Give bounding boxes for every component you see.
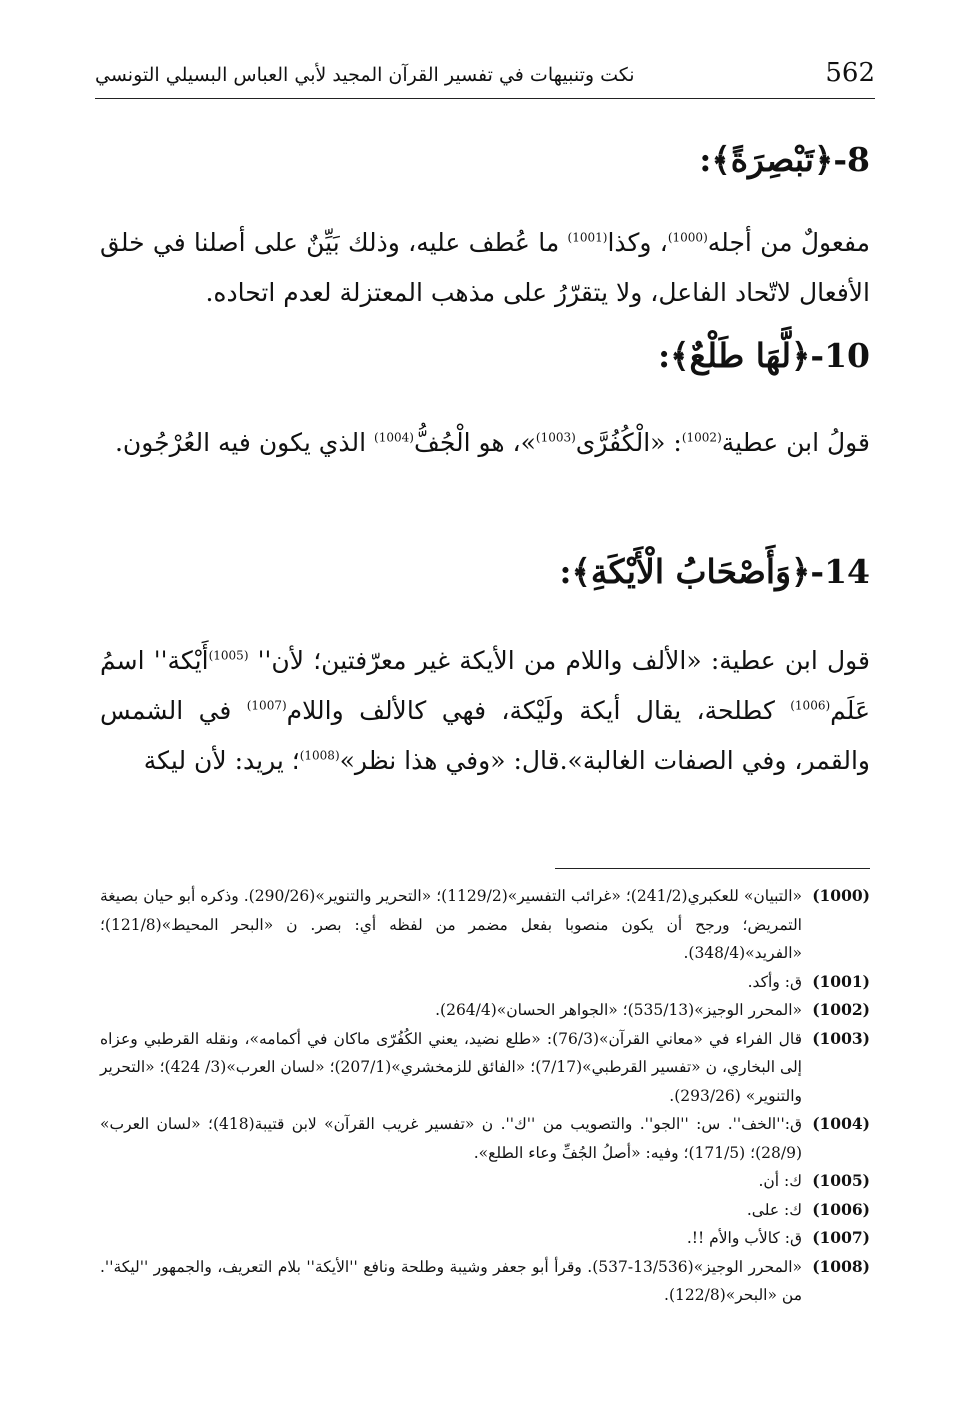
text-run: ؛ يريد: لأن ليكة xyxy=(143,746,300,775)
paragraph-verse-14 xyxy=(100,636,870,786)
footnote-number: (1001) xyxy=(812,971,870,991)
page-header xyxy=(95,58,875,99)
footnote-text: «المحرر الوجيز»(13/536-537). وقرأ أبو جعفر وشيبة وطلحة ونافع ''الأيكة'' بلام التعريف، والجمهور ''ليكة''. من «البحر»(122/8). xyxy=(100,1257,802,1304)
footnote-number: (1004) xyxy=(812,1114,870,1133)
footnote-marker[interactable]: (1003) xyxy=(535,430,576,445)
text-run: الذي يكون فيه العُرْجُون. xyxy=(114,428,375,457)
paragraph-verse-10 xyxy=(100,418,870,468)
text-run: ما عُطف عليه، وذلك بَيِّنٌ على أصلنا في خلق الأفعال لاتّحاد الفاعل، ولا يتقرّرُ على مذهب المعتزلة لعدم اتحاده. xyxy=(100,228,870,307)
text-run: قولُ ابن عطية xyxy=(721,428,870,457)
footnote-separator xyxy=(555,868,870,869)
footnote-marker[interactable]: (1001) xyxy=(567,230,608,245)
footnote-marker[interactable]: (1005) xyxy=(208,648,249,663)
footnote-number: (1006) xyxy=(812,1199,870,1219)
footnote-marker[interactable]: (1000) xyxy=(667,230,708,245)
footnote-1001 xyxy=(100,968,870,997)
text-run: ، وكذا xyxy=(607,228,668,257)
footnote-text: ق: وأكد. xyxy=(747,972,802,991)
footnote-1002 xyxy=(100,996,870,1025)
footnote-1008 xyxy=(100,1253,870,1310)
paragraph-verse-8 xyxy=(100,218,870,318)
footnote-number: (1008) xyxy=(812,1256,870,1276)
verse-heading-10: 10-﴿لَّهَا طَلْعٌ﴾: xyxy=(657,336,870,375)
footnote-number: (1002) xyxy=(812,1000,870,1019)
text-run: مفعولٌ من أجله xyxy=(707,228,871,257)
text-run: »، هو الْجُفُّ xyxy=(413,428,536,457)
footnote-text: ك: على. xyxy=(746,1200,802,1219)
footnote-text: قال الفراء في «معاني القرآن»(76/3): «طلع نضيد، يعني الكُفُرّى ماكان في أكمامه»، ونقله القرطبي وعزاه إلى البخاري، ن «تفسير القرطبي»(7/17)؛ «الفائق للزمخشري»(207/1)؛ «لسان العرب»(3/ 424)؛ «التحرير والتنوير» (293/26). xyxy=(100,1029,802,1105)
footnote-1006 xyxy=(100,1196,870,1225)
footnote-marker[interactable]: (1006) xyxy=(790,698,831,713)
verse-heading-8: 8-﴿تَبْصِرَةً﴾: xyxy=(699,140,870,179)
footnote-1007 xyxy=(100,1224,870,1253)
footnote-text: ك: أن. xyxy=(758,1172,802,1190)
running-title: نكت وتنبيهات في تفسير القرآن المجيد لأبي العباس البسيلي التونسي xyxy=(95,64,635,86)
text-run: قول ابن عطية: «الألف واللام من الأيكة غير معرّفتين؛ لأن'' xyxy=(248,646,870,675)
footnote-marker[interactable]: (1004) xyxy=(374,430,414,445)
footnote-1000 xyxy=(100,882,870,968)
footnote-number: (1007) xyxy=(812,1228,870,1247)
footnote-1005 xyxy=(100,1167,870,1196)
text-run: كطلحة، يقال أيكة ولَيْكة، فهي كالألف واللام xyxy=(286,696,791,725)
footnote-number: (1003) xyxy=(812,1028,870,1048)
text-run: في الشمس والقمر، وفي الصفات الغالبة».قال: «وفي هذا نظر» xyxy=(100,696,870,775)
footnotes xyxy=(100,882,870,1310)
footnote-number: (1000) xyxy=(812,886,870,905)
footnote-number: (1005) xyxy=(812,1171,870,1190)
verse-heading-14: 14-﴿وَأَصْحَابُ الْأَيْكَةِ﴾: xyxy=(559,552,870,591)
text-run: أَيْكة'' اسمُ عَلَم xyxy=(100,646,870,725)
footnote-marker[interactable]: (1008) xyxy=(299,748,340,763)
footnote-text: «المحرر الوجيز»(535/13)؛ «الجواهر الحسان»(264/4). xyxy=(435,1001,802,1019)
footnote-text: «التبيان» للعكبري(241/2)؛ «غرائب التفسير»(1129/2)؛ «التحرير والتنوير»(290/26). وذكره أبو حيان بصيغة التمريض؛ ورجح أن يكون منصوبا بفعل مضمر من لفظه أي: بصر. ن «البحر المحيط»(121/8)؛ «الفريد»(348/4). xyxy=(100,887,802,962)
footnote-marker[interactable]: (1007) xyxy=(246,698,287,713)
footnote-1003 xyxy=(100,1025,870,1111)
text-run: : «الْكُفُرَّى xyxy=(575,428,682,457)
footnote-text: ق:''الخف''. س: ''الجو''. والتصويب من ''ك''. ن «تفسير غريب القرآن» لابن قتيبة(418)؛ «لسان العرب» (28/9)؛ (171/5)؛ وفيه: «أصلُ الجُفِّ وعاء الطلع». xyxy=(100,1115,802,1162)
footnote-marker[interactable]: (1002) xyxy=(681,430,722,445)
page-number: 562 xyxy=(825,58,875,88)
footnote-text: ق: كالأب والأم !!. xyxy=(686,1229,802,1247)
footnote-1004 xyxy=(100,1110,870,1167)
